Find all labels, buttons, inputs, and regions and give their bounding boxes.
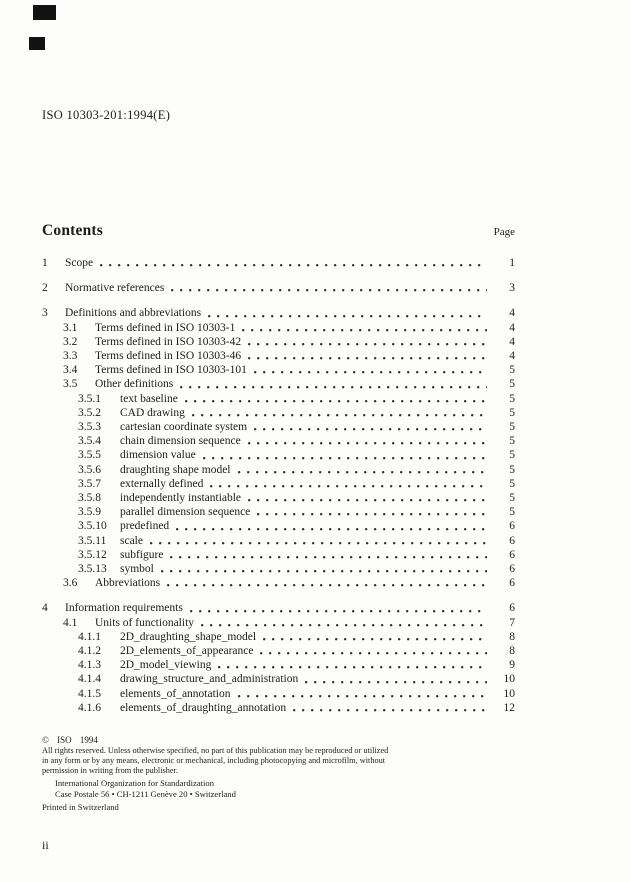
toc-entry[interactable] [42,349,515,363]
toc-dot-leader [248,442,487,445]
toc-entry-page: 4 [509,307,515,320]
toc-entry-number: 4.1.1 [78,630,101,643]
toc-dot-leader [248,499,487,502]
toc-entry-number: 3.5.8 [78,492,101,505]
toc-entry-number: 4.1.5 [78,687,101,700]
rights-notice: All rights reserved. Unless otherwise specified, no part of this publication may be reproduced or utilized in any form or by any means, electronic or mechanical, including photocopying and microfilm, without permission in writing from the publisher. [42,746,389,775]
toc-entry[interactable] [42,463,515,477]
toc-entry-title: subfigure [120,548,164,561]
toc-entry-page: 10 [503,673,515,686]
toc-entry-page: 5 [509,435,515,448]
toc-dot-leader [218,666,487,669]
publisher-name: International Organization for Standardization [55,778,215,789]
toc-entry-page: 4 [509,350,515,363]
toc-entry[interactable] [42,306,515,320]
toc-entry-page: 6 [509,563,515,576]
page-number: ii [42,838,49,852]
toc-entry-number: 3.5 [63,378,78,391]
toc-entry-title: Scope [65,257,94,269]
toc-dot-leader [260,652,487,655]
toc-entry[interactable] [42,363,515,377]
toc-entry[interactable] [42,491,515,505]
toc-entry[interactable] [42,630,515,644]
toc-entry-number: 4.1.2 [78,645,101,658]
toc-entry-title: cartesian coordinate system [120,421,248,434]
toc-entry[interactable] [42,658,515,672]
toc-dot-leader [208,315,487,318]
toc-entry-number: 3 [42,307,48,320]
toc-entry[interactable] [42,548,515,562]
scan-artifact [29,37,45,50]
publisher-address: Case Postale 56 • CH-1211 Genève 20 • Switzerland [55,788,236,799]
toc-entry[interactable] [42,392,515,406]
toc-dot-leader [185,400,487,403]
toc-entry-number: 3.5.3 [78,421,101,434]
toc-entry-page: 5 [509,506,515,519]
toc-entry-title: externally defined [120,477,204,490]
toc-entry-page: 5 [509,392,515,405]
toc-dot-leader [203,457,487,460]
toc-entry-page: 5 [509,492,515,505]
toc-entry-title: chain dimension sequence [120,435,241,448]
toc-entry-number: 2 [42,282,48,295]
toc-entry-number: 3.4 [63,364,78,377]
toc-dot-leader [238,695,488,698]
toc-entry-number: 4.1 [63,616,78,629]
toc-dot-leader [210,485,487,488]
toc-entry-number: 4.1.4 [78,673,101,686]
toc-entry[interactable] [42,601,515,615]
toc-entry-title: 2D_draughting_shape_model [120,630,257,643]
toc-entry[interactable] [42,672,515,686]
toc-entry-number: 3.5.9 [78,506,101,519]
toc-dot-leader [201,624,487,627]
toc-entry-page: 6 [509,548,515,561]
toc-entry-page: 6 [509,534,515,547]
toc-entry-title: Normative references [65,282,165,295]
toc-entry[interactable] [42,519,515,533]
toc-entry-page: 10 [503,687,515,700]
toc-dot-leader [293,709,487,712]
toc-entry-title: CAD drawing [120,406,185,419]
toc-entry[interactable] [42,477,515,491]
toc-entry-number: 3.5.7 [78,477,101,490]
toc-entry[interactable] [42,448,515,462]
toc-entry-title: elements_of_annotation [120,687,231,700]
toc-dot-leader [238,471,487,474]
toc-dot-leader [171,289,487,292]
toc-entry-title: predefined [120,520,170,533]
toc-dot-leader [254,428,487,431]
toc-entry-title: Definitions and abbreviations [65,307,202,320]
toc-entry-page: 6 [509,602,515,615]
toc-entry[interactable] [42,644,515,658]
toc-entry-page: 12 [503,701,515,714]
toc-entry-number: 3.3 [63,350,78,363]
toc-entry[interactable] [42,434,515,448]
toc-dot-leader [248,357,487,360]
toc-entry-title: scale [120,534,143,547]
toc-entry-title: draughting shape model [120,463,231,476]
toc-dot-leader [248,343,487,346]
toc-dot-leader [190,610,487,613]
toc-dot-leader [161,570,487,573]
toc-entry-number: 4.1.3 [78,659,101,672]
toc-dot-leader [176,528,487,531]
toc-entry-title: dimension value [120,449,196,462]
toc-entry-page: 6 [509,577,515,590]
toc-entry[interactable] [42,281,515,295]
toc-dot-leader [192,414,487,417]
toc-dot-leader [167,584,487,587]
toc-entry-title: Terms defined in ISO 10303-1 [95,321,236,334]
toc-entry-number: 3.5.2 [78,406,101,419]
toc-entry-number: 3.2 [63,335,78,348]
toc-entry[interactable] [42,420,515,434]
copyright-line: © ISO 1994 [42,735,98,745]
copyright-footer [42,735,442,812]
toc-entry-page: 5 [509,364,515,377]
toc-entry-title: Terms defined in ISO 10303-46 [95,350,242,363]
document-reference: ISO 10303-201:1994(E) [42,108,171,122]
toc-entry-title: Units of functionality [95,616,195,629]
toc-entry[interactable] [42,406,515,420]
toc-entry-page: 8 [509,630,515,643]
toc-entry-number: 3.5.4 [78,435,101,448]
toc-dot-leader [100,264,487,267]
toc-entry-page: 8 [509,645,515,658]
toc-entry[interactable] [42,377,515,391]
toc-entry-page: 5 [509,378,515,391]
toc-entry-title: drawing_structure_and_administration [120,673,299,686]
toc-entry[interactable] [42,256,515,270]
toc-entry-page: 5 [509,406,515,419]
toc-entry-title: text baseline [120,392,178,405]
toc-entry-number: 3.5.1 [78,392,101,405]
toc-dot-leader [305,681,487,684]
toc-entry-page: 9 [509,659,515,672]
toc-entry-title: Terms defined in ISO 10303-101 [95,364,247,377]
toc-entry-title: Other definitions [95,378,174,391]
toc-entry-title: Terms defined in ISO 10303-42 [95,335,242,348]
toc-entry-number: 4.1.6 [78,701,101,714]
toc-entry-page: 4 [509,335,515,348]
toc-entry-title: Information requirements [65,602,183,615]
page-column-label: Page [493,226,515,238]
toc-entry-title: independently instantiable [120,492,242,505]
toc-entry-number: 3.5.5 [78,449,101,462]
toc-entry-page: 4 [509,321,515,334]
scan-artifact [33,5,56,20]
toc-entry[interactable] [42,562,515,576]
publisher-block [55,778,442,798]
toc-entry[interactable] [42,534,515,548]
toc-entry[interactable] [42,687,515,701]
toc-entry-title: 2D_elements_of_appearance [120,645,254,658]
toc-entry-page: 7 [509,616,515,629]
toc-entry-number: 3.5.12 [78,548,107,561]
toc-entry[interactable] [42,505,515,519]
toc-entry[interactable] [42,701,515,715]
toc-entry-page: 5 [509,449,515,462]
toc-entry-number: 4 [42,602,48,615]
toc-entry[interactable] [42,335,515,349]
toc-entry-number: 3.5.13 [78,563,107,576]
toc-entry-page: 1 [509,257,515,269]
toc-entry-title: symbol [120,563,154,576]
toc-dot-leader [257,513,487,516]
toc-entry-page: 6 [509,520,515,533]
contents-header [42,222,515,240]
toc-dot-leader [263,638,487,641]
toc-entry-page: 5 [509,421,515,434]
toc-entry-page: 3 [509,282,515,295]
toc-entry-number: 3.1 [63,321,78,334]
toc-dot-leader [254,371,487,374]
toc-list [42,256,515,715]
toc-entry-page: 5 [509,477,515,490]
toc-entry-number: 1 [42,257,48,269]
toc-entry-title: 2D_model_viewing [120,659,212,672]
toc-entry[interactable] [42,576,515,590]
toc-entry-title: Abbreviations [95,577,161,590]
toc-entry-title: elements_of_draughting_annotation [120,701,287,714]
toc-entry-number: 3.5.10 [78,520,107,533]
toc-entry-number: 3.5.6 [78,463,101,476]
toc-entry[interactable] [42,321,515,335]
toc-entry-number: 3.5.11 [78,534,107,547]
toc-dot-leader [180,386,487,389]
toc-dot-leader [242,329,487,332]
toc-entry-page: 5 [509,463,515,476]
toc-entry-number: 3.6 [63,577,78,590]
contents-heading: Contents [42,222,104,239]
toc-entry[interactable] [42,616,515,630]
toc-dot-leader [170,556,487,559]
toc-dot-leader [150,542,487,545]
printed-note: Printed in Switzerland [42,801,119,812]
toc-entry-title: parallel dimension sequence [120,506,251,519]
